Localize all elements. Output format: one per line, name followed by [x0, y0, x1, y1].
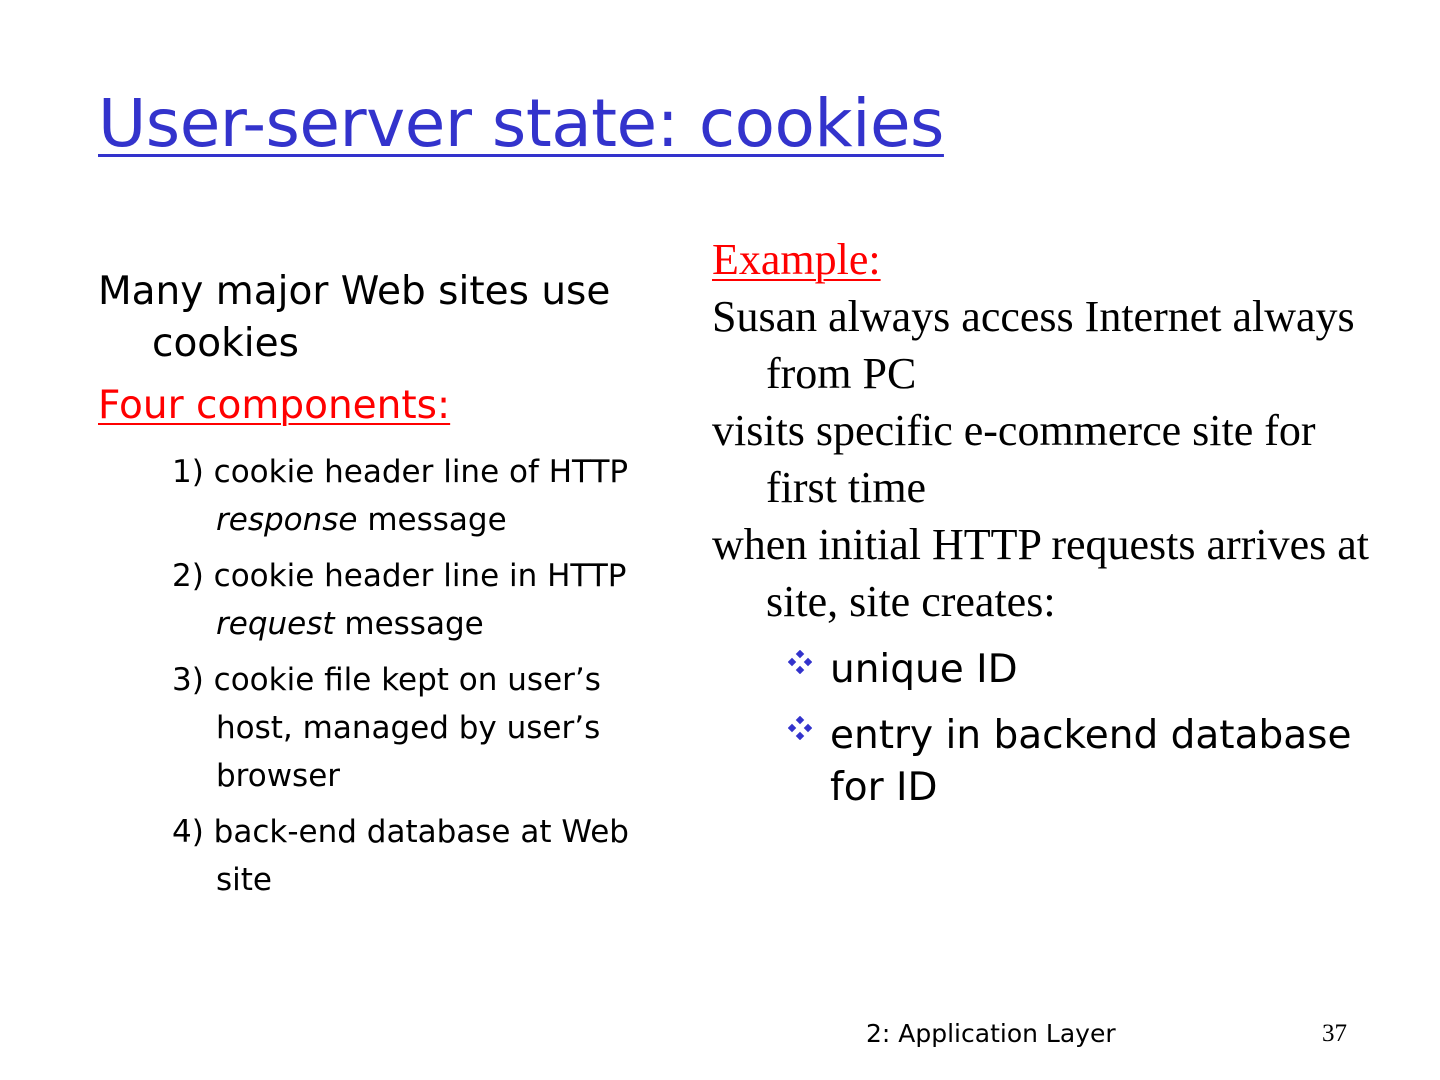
- diamond-cluster-icon: [788, 716, 812, 740]
- bullet-item: [788, 644, 1372, 696]
- bullet-text: unique ID: [830, 647, 1018, 692]
- footer-label: 2: Application Layer: [866, 1019, 1116, 1048]
- left-column: [98, 266, 678, 912]
- component-item: 4) back-end database at Web site: [172, 814, 629, 898]
- component-item: 2) cookie header line in HTTP request message: [172, 558, 627, 642]
- bullet-text: entry in backend database for ID: [830, 713, 1352, 810]
- components-list: [98, 448, 678, 904]
- slide-title: User-server state: cookies: [98, 85, 944, 162]
- page-number: 37: [1322, 1020, 1347, 1047]
- component-item: 1) cookie header line of HTTP response message: [172, 454, 629, 538]
- example-line: Susan always access Internet always from PC: [712, 292, 1355, 398]
- intro-text: Many major Web sites use cookies: [98, 269, 611, 366]
- bullet-item: [788, 710, 1372, 814]
- creates-list: [712, 644, 1372, 814]
- component-item: 3) cookie file kept on user’s host, managed by user’s browser: [172, 662, 601, 794]
- example-heading: Example:: [712, 235, 881, 284]
- right-column: [712, 232, 1372, 828]
- example-line: when initial HTTP requests arrives at site, site creates:: [712, 520, 1369, 626]
- example-line: visits specific e-commerce site for first time: [712, 406, 1316, 512]
- diamond-cluster-icon: [788, 650, 812, 674]
- components-heading: Four components:: [98, 383, 451, 428]
